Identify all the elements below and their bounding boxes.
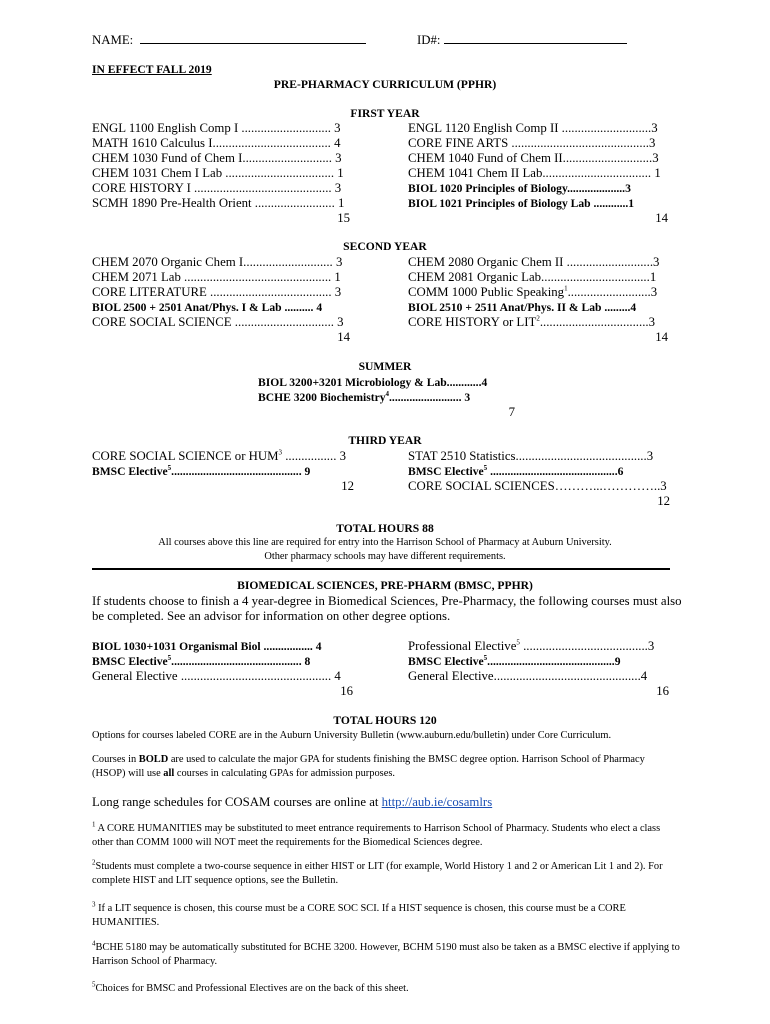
name-field[interactable]	[92, 32, 366, 48]
course-row: CHEM 1040 Fund of Chem II............................3	[408, 151, 659, 165]
entry-note: All courses above this line are required for entry into the Harrison School of Pharmacy at Auburn University.	[158, 537, 612, 548]
column-total: 14	[337, 330, 350, 344]
schedules-note: Long range schedules for COSAM courses are online at http://aub.ie/cosamlrs	[92, 795, 493, 809]
effective-date: IN EFFECT FALL 2019	[92, 63, 212, 76]
course-row: BMSC Elective$^5$ ............................................6	[408, 464, 624, 478]
course-row: ENGL 1100 English Comp I ............................ 3	[92, 121, 341, 135]
footnote-number: 1	[92, 820, 96, 829]
course-row: CORE FINE ARTS ...........................................3	[408, 136, 656, 150]
id-label: ID#:	[417, 33, 441, 47]
course-row: ENGL 1120 English Comp II ............................3	[408, 121, 658, 135]
course-row: BIOL 2510 + 2511 Anat/Phys. II & Lab .........4	[408, 301, 637, 314]
footnote-number: 5	[92, 980, 96, 989]
footnote-marker: 5	[483, 464, 488, 473]
course-row: Professional Elective$^5$ .......................................3	[408, 638, 655, 653]
summer-heading: SUMMER	[358, 360, 412, 373]
footnote-number: 3	[92, 900, 96, 909]
footnote-marker: 5	[167, 464, 172, 473]
bmsc-right-column	[408, 639, 669, 699]
second-year-left-column	[92, 255, 350, 345]
course-row: STAT 2510 Statistics.........................................3	[408, 449, 654, 463]
column-total: 14	[655, 330, 668, 344]
footnote-number: 4	[92, 939, 96, 948]
course-row: SCMH 1890 Pre-Health Orient ......................... 1	[92, 196, 345, 210]
course-row: BIOL 2500 + 2501 Anat/Phys. I & Lab .......... 4	[92, 301, 323, 314]
summer-block	[258, 375, 515, 420]
course-row: CORE SOCIAL SCIENCE or HUM$^3$ ................ 3	[92, 448, 346, 463]
name-label: NAME:	[92, 33, 134, 47]
third-year-right-column	[408, 449, 670, 509]
column-total: 12	[341, 479, 354, 493]
column-total: 14	[655, 211, 668, 225]
footnote-3: $^3$ If a LIT sequence is chosen, this course must be a CORE SOC SCI. If a HIST sequence is chosen, this course must be a CORE HUMANITIES.	[92, 900, 626, 928]
page-title: PRE-PHARMACY CURRICULUM (PPHR)	[273, 78, 497, 91]
footnote-marker: 5	[167, 654, 172, 663]
course-row: CHEM 1030 Fund of Chem I............................ 3	[92, 151, 342, 165]
course-row: BMSC Elective$^5$............................................. 9	[92, 464, 311, 478]
other-schools-note: Other pharmacy schools may have different requirements.	[264, 551, 506, 562]
third-year-left-column	[92, 449, 354, 494]
column-total: 12	[657, 494, 670, 508]
footnote-marker: 4	[385, 390, 390, 399]
course-row: BIOL 3200+3201 Microbiology & Lab............4	[258, 376, 488, 389]
bmsc-intro: If students choose to finish a 4 year-degree in Biomedical Sciences, Pre-Pharmacy, the following courses must also be completed. See an advisor for information on other degree options.	[92, 594, 682, 623]
footnote-4: $^4$BCHE 5180 may be automatically substituted for BCHE 3200. However, BCHM 5190 must also be taken as a BMSC elective if applying to Harrison School of Pharmacy.	[92, 939, 680, 967]
third-year-heading: THIRD YEAR	[348, 434, 422, 447]
course-row: BIOL 1020 Principles of Biology....................3	[408, 182, 631, 195]
course-row: BCHE 3200 Biochemistry$^4$......................... 3	[258, 390, 471, 404]
second-year-right-column	[408, 255, 668, 345]
column-total: 16	[340, 684, 353, 698]
total-hours-120: TOTAL HOURS 120	[333, 714, 437, 727]
divider-rule	[92, 568, 670, 570]
footnote-marker: 5	[516, 638, 520, 647]
first-year-heading: FIRST YEAR	[350, 107, 420, 120]
core-options-note: Options for courses labeled CORE are in the Auburn University Bulletin (www.auburn.edu/bulletin) under Core Curriculum.	[92, 730, 612, 741]
course-row: CHEM 1041 Chem II Lab.................................. 1	[408, 166, 661, 180]
course-row: CORE LITERATURE ...................................... 3	[92, 285, 342, 299]
footnote-2: $^2$Students must complete a two-course sequence in either HIST or LIT (for example, World History 1 and 2 or American Lit 1 and 2). For complete HIST and LIT sequence options, see the Bulletin.	[92, 858, 663, 886]
course-row: BIOL 1030+1031 Organismal Biol ................. 4	[92, 640, 322, 653]
course-row: BIOL 1021 Principles of Biology Lab ............1	[408, 197, 635, 210]
bmsc-left-column	[92, 639, 353, 699]
course-row: BMSC Elective$^5$............................................9	[408, 654, 621, 668]
footnote-1: $^1$ A CORE HUMANITIES may be substituted to meet entrance requirements to Harrison School of Pharmacy. Students who elect a class other than COMM 1000 will NOT meet the requirements for the Biomedical Sciences degree.	[92, 820, 661, 848]
course-row: BMSC Elective$^5$............................................. 8	[92, 654, 311, 668]
column-total: 7	[508, 405, 515, 419]
footnote-5: $^5$Choices for BMSC and Professional Electives are on the back of this sheet.	[92, 980, 409, 994]
total-hours-88: TOTAL HOURS 88	[336, 522, 434, 535]
course-row: CORE HISTORY or LIT$^2$..................................3	[408, 314, 655, 329]
course-row: MATH 1610 Calculus I..................................... 4	[92, 136, 341, 150]
first-year-right-column	[408, 121, 668, 226]
course-row: CORE HISTORY I ........................................... 3	[92, 181, 342, 195]
column-total: 16	[656, 684, 669, 698]
course-row: CHEM 2070 Organic Chem I............................ 3	[92, 255, 343, 269]
course-row: CHEM 2080 Organic Chem II ...........................3	[408, 255, 660, 269]
footnote-marker: 5	[483, 654, 488, 663]
course-row: CORE SOCIAL SCIENCE ............................... 3	[92, 315, 344, 329]
course-row: CHEM 2071 Lab .............................................. 1	[92, 270, 341, 284]
course-row: COMM 1000 Public Speaking$^1$..........................3	[408, 284, 658, 299]
course-row: CHEM 2081 Organic Lab..................................1	[408, 270, 657, 284]
footnote-number: 2	[92, 858, 96, 867]
bmsc-heading: BIOMEDICAL SCIENCES, PRE-PHARM (BMSC, PPHR)	[237, 579, 533, 592]
footnote-marker: 2	[536, 314, 540, 323]
course-row: General Elective ............................................... 4	[92, 669, 341, 683]
cosam-schedules-link[interactable]: http://aub.ie/cosamlrs	[381, 795, 493, 809]
course-row: CHEM 1031 Chem I Lab .................................. 1	[92, 166, 344, 180]
name-blank[interactable]	[140, 32, 366, 44]
footnote-marker: 3	[278, 448, 283, 457]
course-row: CORE SOCIAL SCIENCES………...…………..3	[408, 479, 667, 493]
second-year-heading: SECOND YEAR	[343, 240, 427, 253]
id-field[interactable]	[417, 32, 627, 48]
gpa-note: Courses in BOLD are used to calculate the major GPA for students finishing the BMSC degree option. Harrison School of Pharmacy (HSOP) will use all courses in calculating GPAs for admission purposes.	[92, 754, 645, 779]
column-total: 15	[337, 211, 350, 225]
footnote-marker: 1	[564, 284, 568, 293]
id-blank[interactable]	[444, 32, 627, 44]
first-year-left-column	[92, 121, 350, 226]
course-row: General Elective..............................................4	[408, 669, 648, 683]
